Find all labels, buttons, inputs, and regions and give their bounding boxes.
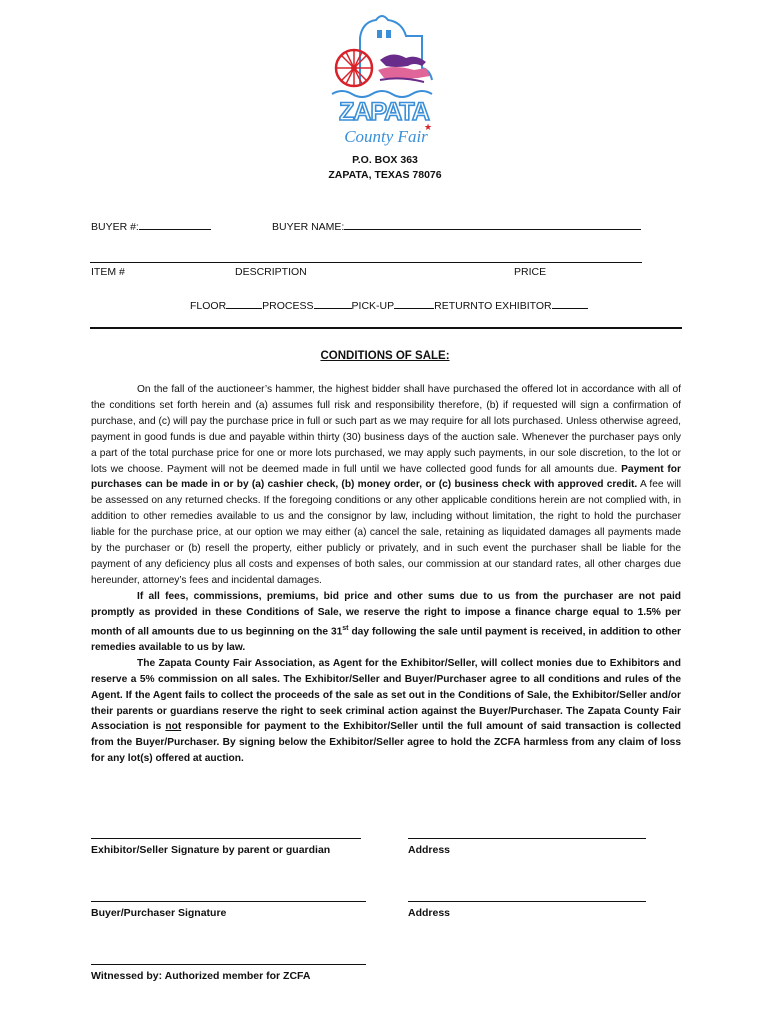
buyer-number-field[interactable] [91, 218, 211, 233]
zapata-county-fair-logo [322, 8, 446, 158]
item-divider-line [90, 262, 642, 263]
buyer-signature-label: Buyer/Purchaser Signature [91, 907, 227, 919]
buyer-name-label: BUYER NAME: [272, 221, 345, 233]
exhibitor-address-label: Address [408, 844, 451, 856]
pickup-label: PICK-UP [351, 300, 395, 312]
process-blank[interactable] [314, 297, 352, 309]
floor-label: FLOOR [190, 300, 227, 312]
buyer-address-line[interactable] [408, 901, 646, 902]
return-to-exhibitor-blank[interactable] [552, 297, 588, 309]
conditions-heading: CONDITIONS OF SALE: [320, 350, 450, 362]
logo-artwork [322, 8, 446, 158]
buyer-address-label: Address [408, 907, 451, 919]
section-divider [90, 327, 682, 329]
witness-signature-label: Witnessed by: Authorized member for ZCFA [91, 970, 311, 982]
conditions-paragraph-3: The Zapata County Fair Association, as Agent for the Exhibitor/Seller, will collect monies due to Exhibitors and reserve a 5% commission on all sales. The Exhibitor/Seller and Buyer/Purchaser agree to all conditions and rules of the Agent. If the Agent fails to collect the proceeds of the sale as set out in the Conditions of Sale, the Exhibitor/Seller and/or their parents or guardians reserve the right to seek criminal action against the Buyer/Purchaser. The Zapata County Fair Association is not responsible for payment to the Exhibitor/Seller until the full amount of said transaction is collected from the Buyer/Purchaser. By signing below the Exhibitor/Seller agree to hold the ZCFA harmless from any claim of loss for any lot(s) offered at auction. [91, 657, 681, 765]
address-line-2: ZAPATA, TEXAS 78076 [328, 169, 442, 181]
floor-blank[interactable] [226, 297, 262, 309]
not-responsible-emphasis: not [165, 721, 182, 733]
witness-signature-line[interactable] [91, 964, 366, 965]
conditions-body [91, 382, 681, 767]
payment-methods-text: Payment for purchases can be made in or by (a) cashier check, (b) money order, or (c) business check with approved credit. [91, 463, 681, 491]
buyer-number-label: BUYER #: [91, 221, 139, 233]
buyer-name-blank[interactable] [344, 218, 641, 230]
address-line-1: P.O. BOX 363 [352, 154, 418, 166]
svg-text:★: ★ [424, 123, 433, 133]
pickup-blank[interactable] [394, 297, 434, 309]
conditions-paragraph-1: On the fall of the auctioneer’s hammer, the highest bidder shall have purchased the offered lot in accordance with all of the conditions set forth herein and (a) assumes full risk and responsibility therefore, (b) if requested will sign a confirmation of purchase, and (c) will pay the purchase price in full or such part as we may require for all lots purchased. Unless otherwise agreed, payment in good funds is due and payable within thirty (30) business days of the auction sale. Whenever the purchaser pays only a part of the total purchase price for one or more lots purchased, we may apply such payments, in our sole discretion, to the lot or lots we choose. Payment will not be deemed made in full until we have collected good funds for all amounts due. Payment for purchases can be made in or by (a) cashier check, (b) money order, or (c) business check with approved credit. A fee will be assessed on any returned checks. If the foregoing conditions or any other applicable conditions herein are not complied with, in addition to other remedies available to us and the consignor by law, including without limitation, the right to hold the purchaser liable for the purchase price, at our option we may either (a) cancel the sale, retaining as liquidated damages all payments made by the purchaser or (b) resell the property, either publicly or privately, and in such event the purchaser shall be liable for the payment of any deficiency plus all costs and expenses of both sales, our commission at our standard rates, all other charges due hereunder, attorney’s fees and incidental damages. [91, 384, 681, 586]
return-to-exhibitor-label: RETURNTO EXHIBITOR [434, 300, 552, 312]
buyer-signature-line[interactable] [91, 901, 366, 902]
buyer-number-blank[interactable] [139, 218, 211, 230]
process-label: PROCESS [262, 300, 314, 312]
buyer-name-field[interactable] [272, 218, 641, 233]
conditions-paragraph-2: If all fees, commissions, premiums, bid price and other sums due to us from the purchaser are not paid promptly as provided in these Conditions of Sale, we reserve the right to impose a finance charge equal to 1.5% per month of all amounts due to us beginning on the 31st day following the sale until payment is received, in addition to other remedies available to us by law. [91, 590, 681, 653]
exhibitor-signature-label: Exhibitor/Seller Signature by parent or guardian [91, 844, 331, 856]
logo-zapata-text: ZAPATA [339, 98, 429, 126]
description-label: DESCRIPTION [235, 266, 307, 278]
price-label: PRICE [514, 266, 547, 278]
logo-county-fair-text: County Fair [344, 127, 428, 146]
exhibitor-signature-line[interactable] [91, 838, 361, 839]
disposition-options [190, 297, 588, 312]
item-number-label: ITEM # [91, 266, 125, 278]
exhibitor-address-line[interactable] [408, 838, 646, 839]
